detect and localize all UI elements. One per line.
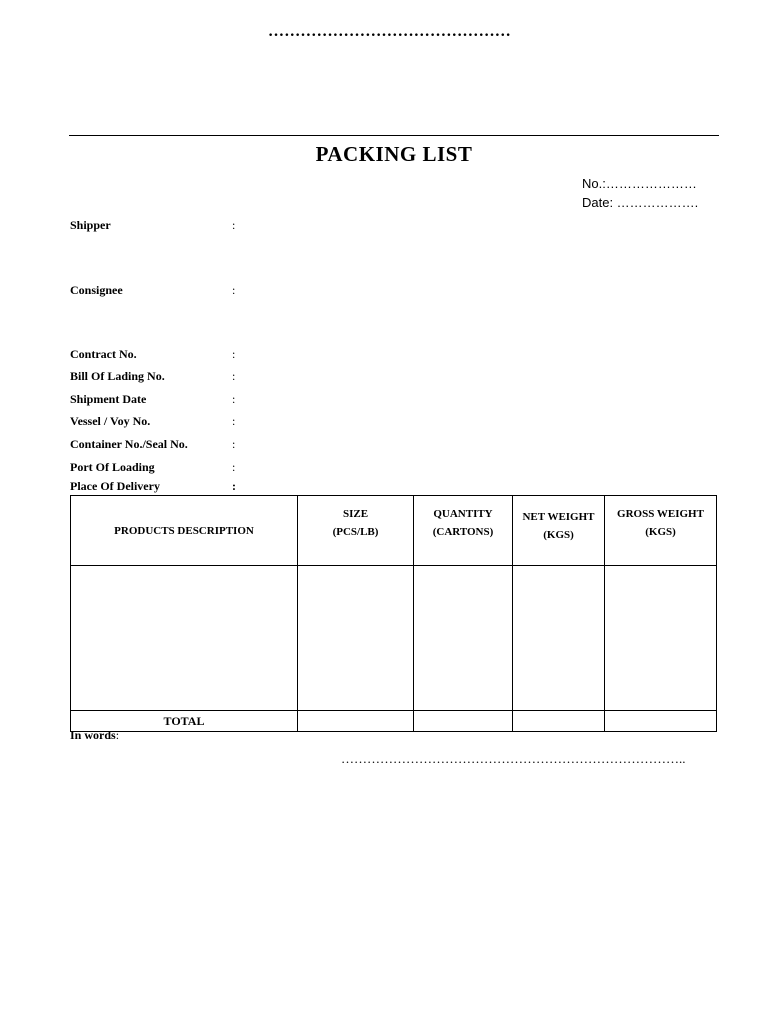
in-words-colon: :: [115, 728, 120, 742]
header-size: [298, 496, 414, 566]
in-words-label: In words: [70, 728, 116, 742]
consignee-colon: :: [232, 283, 236, 297]
header-net-weight: [513, 496, 605, 566]
header-size-line2: (PCS/LB): [332, 526, 379, 538]
total-size: [298, 711, 414, 732]
document-date: Date: ……………….: [582, 195, 699, 210]
document-number: No.:…………………: [582, 176, 697, 191]
shipper-colon: :: [232, 218, 236, 232]
header-products-description-text: PRODUCTS DESCRIPTION: [114, 524, 254, 537]
vessel-voy-colon: :: [232, 414, 236, 428]
total-gross-weight: [605, 711, 717, 732]
table-header-row: [71, 496, 717, 566]
header-quantity-line1: QUANTITY: [433, 508, 493, 520]
document-title: PACKING LIST: [315, 142, 473, 166]
table-body-row: [71, 566, 717, 711]
bill-of-lading-colon: :: [232, 369, 236, 383]
body-cell-quantity: [414, 566, 513, 711]
consignee-label: Consignee: [70, 283, 123, 297]
total-quantity: [414, 711, 513, 732]
total-label: TOTAL: [71, 711, 298, 732]
in-words-line: [70, 728, 119, 743]
header-products-description: [71, 496, 298, 566]
place-of-delivery-label: Place Of Delivery: [70, 479, 160, 493]
packing-table: [70, 495, 717, 732]
body-cell-description: [71, 566, 298, 711]
body-cell-size: [298, 566, 414, 711]
shipment-date-colon: :: [232, 392, 236, 406]
header-dotted-line: ………………………………………: [268, 23, 511, 40]
body-cell-gross-weight: [605, 566, 717, 711]
container-seal-label: Container No./Seal No.: [70, 437, 188, 451]
shipper-label: Shipper: [70, 218, 111, 232]
header-gross-weight-line2: (KGS): [645, 526, 676, 538]
contract-no-colon: :: [232, 347, 236, 361]
port-of-loading-colon: :: [232, 460, 236, 474]
in-words-dotted-line: ……………………………………………………………………..: [341, 751, 686, 766]
header-size-line1: SIZE: [342, 508, 369, 520]
total-net-weight: [513, 711, 605, 732]
header-gross-weight-line1: GROSS WEIGHT: [617, 508, 704, 520]
header-net-weight-line2: (KGS): [543, 529, 574, 541]
shipment-date-label: Shipment Date: [70, 392, 147, 406]
body-cell-net-weight: [513, 566, 605, 711]
header-gross-weight: [605, 496, 717, 566]
port-of-loading-label: Port Of Loading: [70, 460, 155, 474]
vessel-voy-label: Vessel / Voy No.: [70, 414, 151, 428]
header-net-weight-line1: NET WEIGHT: [522, 511, 595, 523]
header-rule: [69, 135, 719, 136]
table-total-row: [71, 711, 717, 732]
header-quantity: [414, 496, 513, 566]
bill-of-lading-label: Bill Of Lading No.: [70, 369, 165, 383]
contract-no-label: Contract No.: [70, 347, 137, 361]
header-quantity-line2: (CARTONS): [432, 526, 494, 538]
place-of-delivery-colon: :: [232, 479, 236, 493]
container-seal-colon: :: [232, 437, 236, 451]
